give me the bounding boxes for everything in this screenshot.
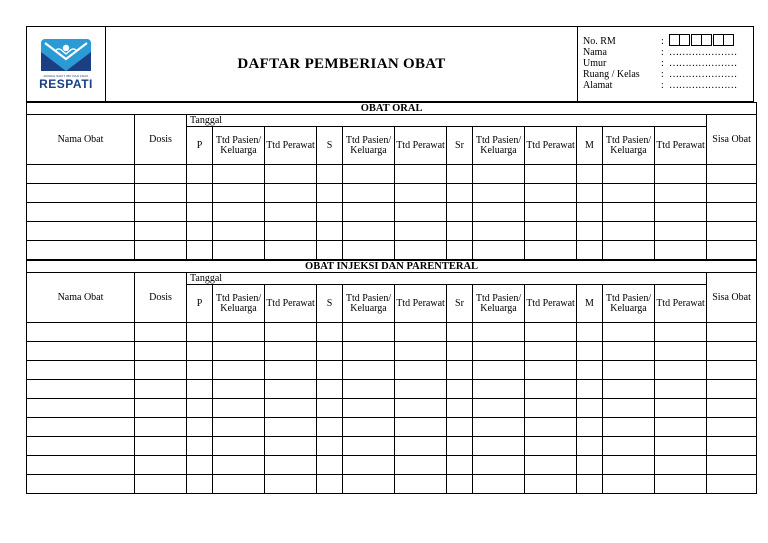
column-time: M <box>577 127 603 165</box>
table-cell[interactable] <box>265 380 317 399</box>
table-cell[interactable] <box>135 399 187 418</box>
column-nama-obat: Nama Obat <box>27 115 135 165</box>
table-cell[interactable] <box>525 165 577 184</box>
table-cell[interactable] <box>655 165 707 184</box>
table-cell[interactable] <box>187 456 213 475</box>
table-cell[interactable] <box>603 323 655 342</box>
patient-info-row-alamat <box>583 80 753 91</box>
table-cell[interactable] <box>187 323 213 342</box>
table-cell[interactable] <box>265 165 317 184</box>
table-row <box>27 222 757 241</box>
column-ttd-pasien: Ttd Pasien/ Keluarga <box>473 285 525 323</box>
table-cell[interactable] <box>473 475 525 494</box>
table-cell[interactable] <box>317 342 343 361</box>
table-cell[interactable] <box>187 222 213 241</box>
table-cell[interactable] <box>707 241 757 260</box>
table-cell[interactable] <box>27 418 135 437</box>
table-cell[interactable] <box>213 456 265 475</box>
table-cell[interactable] <box>577 380 603 399</box>
title-box <box>106 27 578 101</box>
table-cell[interactable] <box>655 222 707 241</box>
table-cell[interactable] <box>473 165 525 184</box>
table-cell[interactable] <box>265 222 317 241</box>
table-cell[interactable] <box>603 456 655 475</box>
table-cell[interactable] <box>265 342 317 361</box>
patient-info-row-ruang <box>583 69 753 80</box>
table-cell[interactable] <box>317 399 343 418</box>
table-cell[interactable] <box>447 361 473 380</box>
table-cell[interactable] <box>447 380 473 399</box>
table-row <box>27 380 757 399</box>
table-cell[interactable] <box>577 241 603 260</box>
column-ttd-perawat: Ttd Perawat <box>525 285 577 323</box>
table-cell[interactable] <box>577 323 603 342</box>
column-ttd-pasien: Ttd Pasien/ Keluarga <box>603 127 655 165</box>
table-row <box>27 437 757 456</box>
table-cell[interactable] <box>603 437 655 456</box>
table-row <box>27 456 757 475</box>
table-cell[interactable] <box>343 456 395 475</box>
table-cell[interactable] <box>187 437 213 456</box>
table-cell[interactable] <box>27 475 135 494</box>
table-cell[interactable] <box>603 418 655 437</box>
umur-label: Umur <box>583 58 607 69</box>
table-cell[interactable] <box>655 323 707 342</box>
table-cell[interactable] <box>447 222 473 241</box>
table-row <box>27 165 757 184</box>
ruang-kelas-label: Ruang / Kelas <box>583 69 640 80</box>
table-cell[interactable] <box>447 342 473 361</box>
table-cell[interactable] <box>395 222 447 241</box>
table-cell[interactable] <box>343 361 395 380</box>
table-cell[interactable] <box>265 456 317 475</box>
table-cell[interactable] <box>27 437 135 456</box>
table-cell[interactable] <box>525 222 577 241</box>
alamat-label: Alamat <box>583 80 613 91</box>
table-cell[interactable] <box>577 399 603 418</box>
table-cell[interactable] <box>343 342 395 361</box>
table-cell[interactable] <box>395 241 447 260</box>
table-cell[interactable] <box>135 323 187 342</box>
table-cell[interactable] <box>447 203 473 222</box>
table-cell[interactable] <box>213 184 265 203</box>
colon: : <box>661 47 664 58</box>
column-ttd-pasien: Ttd Pasien/ Keluarga <box>343 285 395 323</box>
table-cell[interactable] <box>135 475 187 494</box>
table-cell[interactable] <box>395 380 447 399</box>
table-cell[interactable] <box>343 203 395 222</box>
table-cell[interactable] <box>27 323 135 342</box>
table-cell[interactable] <box>265 399 317 418</box>
table-cell[interactable] <box>395 165 447 184</box>
table-cell[interactable] <box>655 361 707 380</box>
table-cell[interactable] <box>655 418 707 437</box>
table-cell[interactable] <box>395 203 447 222</box>
table-cell[interactable] <box>213 342 265 361</box>
table-cell[interactable] <box>135 165 187 184</box>
table-cell[interactable] <box>603 380 655 399</box>
patient-info-row-umur <box>583 58 753 69</box>
nama-field[interactable]: ………………… <box>669 47 737 58</box>
table-cell[interactable] <box>265 437 317 456</box>
table-cell[interactable] <box>135 456 187 475</box>
section-title-row <box>27 103 757 115</box>
table-cell[interactable] <box>135 222 187 241</box>
table-cell[interactable] <box>525 342 577 361</box>
table-cell[interactable] <box>655 437 707 456</box>
table-cell[interactable] <box>317 241 343 260</box>
table-cell[interactable] <box>473 418 525 437</box>
table-cell[interactable] <box>343 323 395 342</box>
table-cell[interactable] <box>525 241 577 260</box>
table-cell[interactable] <box>603 342 655 361</box>
table-cell[interactable] <box>213 418 265 437</box>
column-dosis: Dosis <box>135 115 187 165</box>
colon: : <box>661 36 664 47</box>
column-ttd-perawat: Ttd Perawat <box>395 285 447 323</box>
table-cell[interactable] <box>707 361 757 380</box>
table-cell[interactable] <box>343 380 395 399</box>
table-cell[interactable] <box>525 184 577 203</box>
table-cell[interactable] <box>655 380 707 399</box>
table-cell[interactable] <box>27 222 135 241</box>
respati-logo-icon <box>40 38 92 72</box>
table-cell[interactable] <box>317 203 343 222</box>
column-time: Sr <box>447 285 473 323</box>
table-cell[interactable] <box>603 399 655 418</box>
column-ttd-pasien: Ttd Pasien/ Keluarga <box>213 127 265 165</box>
table-row <box>27 342 757 361</box>
table-cell[interactable] <box>135 418 187 437</box>
table-cell[interactable] <box>707 323 757 342</box>
column-sisa-obat: Sisa Obat <box>707 273 757 323</box>
table-cell[interactable] <box>343 222 395 241</box>
table-cell[interactable] <box>577 184 603 203</box>
table-cell[interactable] <box>135 241 187 260</box>
table-cell[interactable] <box>27 361 135 380</box>
column-time: S <box>317 127 343 165</box>
table-cell[interactable] <box>655 241 707 260</box>
table-row <box>27 241 757 260</box>
table-cell[interactable] <box>603 361 655 380</box>
table-cell[interactable] <box>317 184 343 203</box>
column-time: P <box>187 127 213 165</box>
table-cell[interactable] <box>473 222 525 241</box>
table-cell[interactable] <box>707 475 757 494</box>
column-ttd-pasien: Ttd Pasien/ Keluarga <box>343 127 395 165</box>
medication-administration-form <box>26 26 754 494</box>
table-cell[interactable] <box>447 399 473 418</box>
table-cell[interactable] <box>213 361 265 380</box>
table-cell[interactable] <box>213 165 265 184</box>
table-cell[interactable] <box>707 184 757 203</box>
table-cell[interactable] <box>473 342 525 361</box>
table-row <box>27 361 757 380</box>
column-time: M <box>577 285 603 323</box>
table-cell[interactable] <box>135 203 187 222</box>
table-cell[interactable] <box>265 361 317 380</box>
rm-label: No. RM <box>583 36 616 47</box>
column-ttd-perawat: Ttd Perawat <box>525 127 577 165</box>
table-cell[interactable] <box>343 475 395 494</box>
table-cell[interactable] <box>343 437 395 456</box>
logo-subtext: RUMAH SAKIT IBU DAN ANAK <box>43 74 89 78</box>
table-cell[interactable] <box>447 323 473 342</box>
table-cell[interactable] <box>213 399 265 418</box>
umur-field[interactable]: ………………… <box>669 58 737 69</box>
table-cell[interactable] <box>447 184 473 203</box>
table-cell[interactable] <box>395 475 447 494</box>
table-cell[interactable] <box>447 456 473 475</box>
nama-label: Nama <box>583 47 607 58</box>
table-cell[interactable] <box>135 184 187 203</box>
column-ttd-perawat: Ttd Perawat <box>265 285 317 323</box>
table-cell[interactable] <box>655 475 707 494</box>
page-title: DAFTAR PEMBERIAN OBAT <box>237 55 446 72</box>
table-cell[interactable] <box>655 342 707 361</box>
table-cell[interactable] <box>395 342 447 361</box>
section-title: OBAT INJEKSI DAN PARENTERAL <box>27 261 757 273</box>
rm-digit-box[interactable] <box>701 34 712 46</box>
table-cell[interactable] <box>447 241 473 260</box>
table-cell[interactable] <box>317 380 343 399</box>
table-cell[interactable] <box>265 203 317 222</box>
table-cell[interactable] <box>265 184 317 203</box>
table-cell[interactable] <box>473 437 525 456</box>
table-cell[interactable] <box>135 361 187 380</box>
table-cell[interactable] <box>317 456 343 475</box>
column-ttd-pasien: Ttd Pasien/ Keluarga <box>603 285 655 323</box>
column-time: S <box>317 285 343 323</box>
table-cell[interactable] <box>525 361 577 380</box>
table-cell[interactable] <box>447 165 473 184</box>
table-cell[interactable] <box>265 241 317 260</box>
table-cell[interactable] <box>655 184 707 203</box>
table-cell[interactable] <box>707 418 757 437</box>
tanggal-label: Tanggal <box>187 273 707 285</box>
column-nama-obat: Nama Obat <box>27 273 135 323</box>
table-cell[interactable] <box>603 475 655 494</box>
medication-sections <box>26 102 754 494</box>
table-cell[interactable] <box>317 165 343 184</box>
hospital-logo <box>27 27 106 101</box>
table-cell[interactable] <box>577 222 603 241</box>
table-cell[interactable] <box>655 399 707 418</box>
table-cell[interactable] <box>525 380 577 399</box>
table-cell[interactable] <box>707 456 757 475</box>
column-sisa-obat: Sisa Obat <box>707 115 757 165</box>
colon: : <box>661 69 664 80</box>
logo-wordmark: RESPATI <box>39 77 93 91</box>
table-cell[interactable] <box>27 380 135 399</box>
table-cell[interactable] <box>395 437 447 456</box>
table-cell[interactable] <box>707 203 757 222</box>
rm-digit-box[interactable] <box>679 34 690 46</box>
table-cell[interactable] <box>213 222 265 241</box>
table-cell[interactable] <box>473 361 525 380</box>
table-cell[interactable] <box>655 203 707 222</box>
section-title: OBAT ORAL <box>27 103 757 115</box>
column-ttd-pasien: Ttd Pasien/ Keluarga <box>473 127 525 165</box>
table-cell[interactable] <box>525 437 577 456</box>
colon: : <box>661 80 664 91</box>
table-cell[interactable] <box>27 165 135 184</box>
table-cell[interactable] <box>577 418 603 437</box>
table-row <box>27 323 757 342</box>
table-cell[interactable] <box>213 323 265 342</box>
tanggal-label: Tanggal <box>187 115 707 127</box>
table-cell[interactable] <box>27 184 135 203</box>
table-cell[interactable] <box>317 475 343 494</box>
table-cell[interactable] <box>27 399 135 418</box>
table-cell[interactable] <box>343 184 395 203</box>
table-cell[interactable] <box>343 418 395 437</box>
tanggal-row <box>27 273 757 285</box>
column-ttd-perawat: Ttd Perawat <box>655 127 707 165</box>
table-cell[interactable] <box>265 475 317 494</box>
table-cell[interactable] <box>213 241 265 260</box>
table-cell[interactable] <box>577 165 603 184</box>
table-cell[interactable] <box>473 203 525 222</box>
table-cell[interactable] <box>343 241 395 260</box>
table-cell[interactable] <box>213 203 265 222</box>
column-ttd-perawat: Ttd Perawat <box>395 127 447 165</box>
rm-number-boxes[interactable] <box>669 34 733 47</box>
alamat-field[interactable]: ………………… <box>669 80 737 91</box>
section-title-row <box>27 261 757 273</box>
table-cell[interactable] <box>473 241 525 260</box>
table-cell[interactable] <box>343 399 395 418</box>
table-cell[interactable] <box>473 184 525 203</box>
table-cell[interactable] <box>187 203 213 222</box>
table-cell[interactable] <box>395 184 447 203</box>
table-cell[interactable] <box>603 241 655 260</box>
column-ttd-perawat: Ttd Perawat <box>655 285 707 323</box>
form-header <box>26 26 754 102</box>
table-cell[interactable] <box>577 437 603 456</box>
table-cell[interactable] <box>187 399 213 418</box>
table-cell[interactable] <box>317 418 343 437</box>
table-cell[interactable] <box>187 165 213 184</box>
table-cell[interactable] <box>395 456 447 475</box>
table-row <box>27 475 757 494</box>
table-cell[interactable] <box>213 380 265 399</box>
table-cell[interactable] <box>213 475 265 494</box>
table-row <box>27 184 757 203</box>
column-ttd-perawat: Ttd Perawat <box>265 127 317 165</box>
table-cell[interactable] <box>603 203 655 222</box>
table-row <box>27 418 757 437</box>
table-cell[interactable] <box>187 380 213 399</box>
section-table-1 <box>26 260 757 494</box>
table-cell[interactable] <box>525 456 577 475</box>
column-time: Sr <box>447 127 473 165</box>
table-cell[interactable] <box>265 323 317 342</box>
table-cell[interactable] <box>707 342 757 361</box>
table-cell[interactable] <box>395 418 447 437</box>
table-cell[interactable] <box>317 222 343 241</box>
table-cell[interactable] <box>603 222 655 241</box>
colon: : <box>661 58 664 69</box>
column-ttd-pasien: Ttd Pasien/ Keluarga <box>213 285 265 323</box>
table-cell[interactable] <box>187 361 213 380</box>
patient-info-row-nama <box>583 47 753 58</box>
table-cell[interactable] <box>473 456 525 475</box>
table-cell[interactable] <box>135 437 187 456</box>
table-cell[interactable] <box>655 456 707 475</box>
table-cell[interactable] <box>707 380 757 399</box>
table-cell[interactable] <box>577 342 603 361</box>
table-cell[interactable] <box>707 437 757 456</box>
table-cell[interactable] <box>135 342 187 361</box>
table-cell[interactable] <box>317 323 343 342</box>
column-dosis: Dosis <box>135 273 187 323</box>
table-cell[interactable] <box>265 418 317 437</box>
ruang-kelas-field[interactable]: ………………… <box>669 69 737 80</box>
table-cell[interactable] <box>187 342 213 361</box>
table-cell[interactable] <box>135 380 187 399</box>
table-cell[interactable] <box>27 203 135 222</box>
table-cell[interactable] <box>603 165 655 184</box>
table-cell[interactable] <box>395 323 447 342</box>
table-cell[interactable] <box>473 399 525 418</box>
table-cell[interactable] <box>577 475 603 494</box>
table-cell[interactable] <box>447 475 473 494</box>
table-cell[interactable] <box>187 184 213 203</box>
table-cell[interactable] <box>27 342 135 361</box>
table-cell[interactable] <box>447 418 473 437</box>
patient-info-row-rm <box>583 36 753 47</box>
table-cell[interactable] <box>395 361 447 380</box>
table-row <box>27 203 757 222</box>
table-cell[interactable] <box>577 456 603 475</box>
section-table-0 <box>26 102 757 260</box>
table-cell[interactable] <box>27 456 135 475</box>
table-cell[interactable] <box>187 475 213 494</box>
table-cell[interactable] <box>525 475 577 494</box>
column-time: P <box>187 285 213 323</box>
table-cell[interactable] <box>525 399 577 418</box>
table-cell[interactable] <box>317 361 343 380</box>
table-cell[interactable] <box>707 399 757 418</box>
table-cell[interactable] <box>187 241 213 260</box>
table-cell[interactable] <box>525 203 577 222</box>
table-cell[interactable] <box>603 184 655 203</box>
table-cell[interactable] <box>343 165 395 184</box>
table-cell[interactable] <box>525 323 577 342</box>
table-cell[interactable] <box>27 241 135 260</box>
patient-info <box>578 27 753 101</box>
table-cell[interactable] <box>213 437 265 456</box>
table-cell[interactable] <box>473 323 525 342</box>
table-cell[interactable] <box>395 399 447 418</box>
table-cell[interactable] <box>577 203 603 222</box>
table-cell[interactable] <box>473 380 525 399</box>
table-cell[interactable] <box>577 361 603 380</box>
table-cell[interactable] <box>707 222 757 241</box>
table-cell[interactable] <box>447 437 473 456</box>
table-cell[interactable] <box>525 418 577 437</box>
table-cell[interactable] <box>187 418 213 437</box>
rm-digit-box[interactable] <box>723 34 734 46</box>
tanggal-row <box>27 115 757 127</box>
table-cell[interactable] <box>317 437 343 456</box>
table-row <box>27 399 757 418</box>
table-cell[interactable] <box>707 165 757 184</box>
